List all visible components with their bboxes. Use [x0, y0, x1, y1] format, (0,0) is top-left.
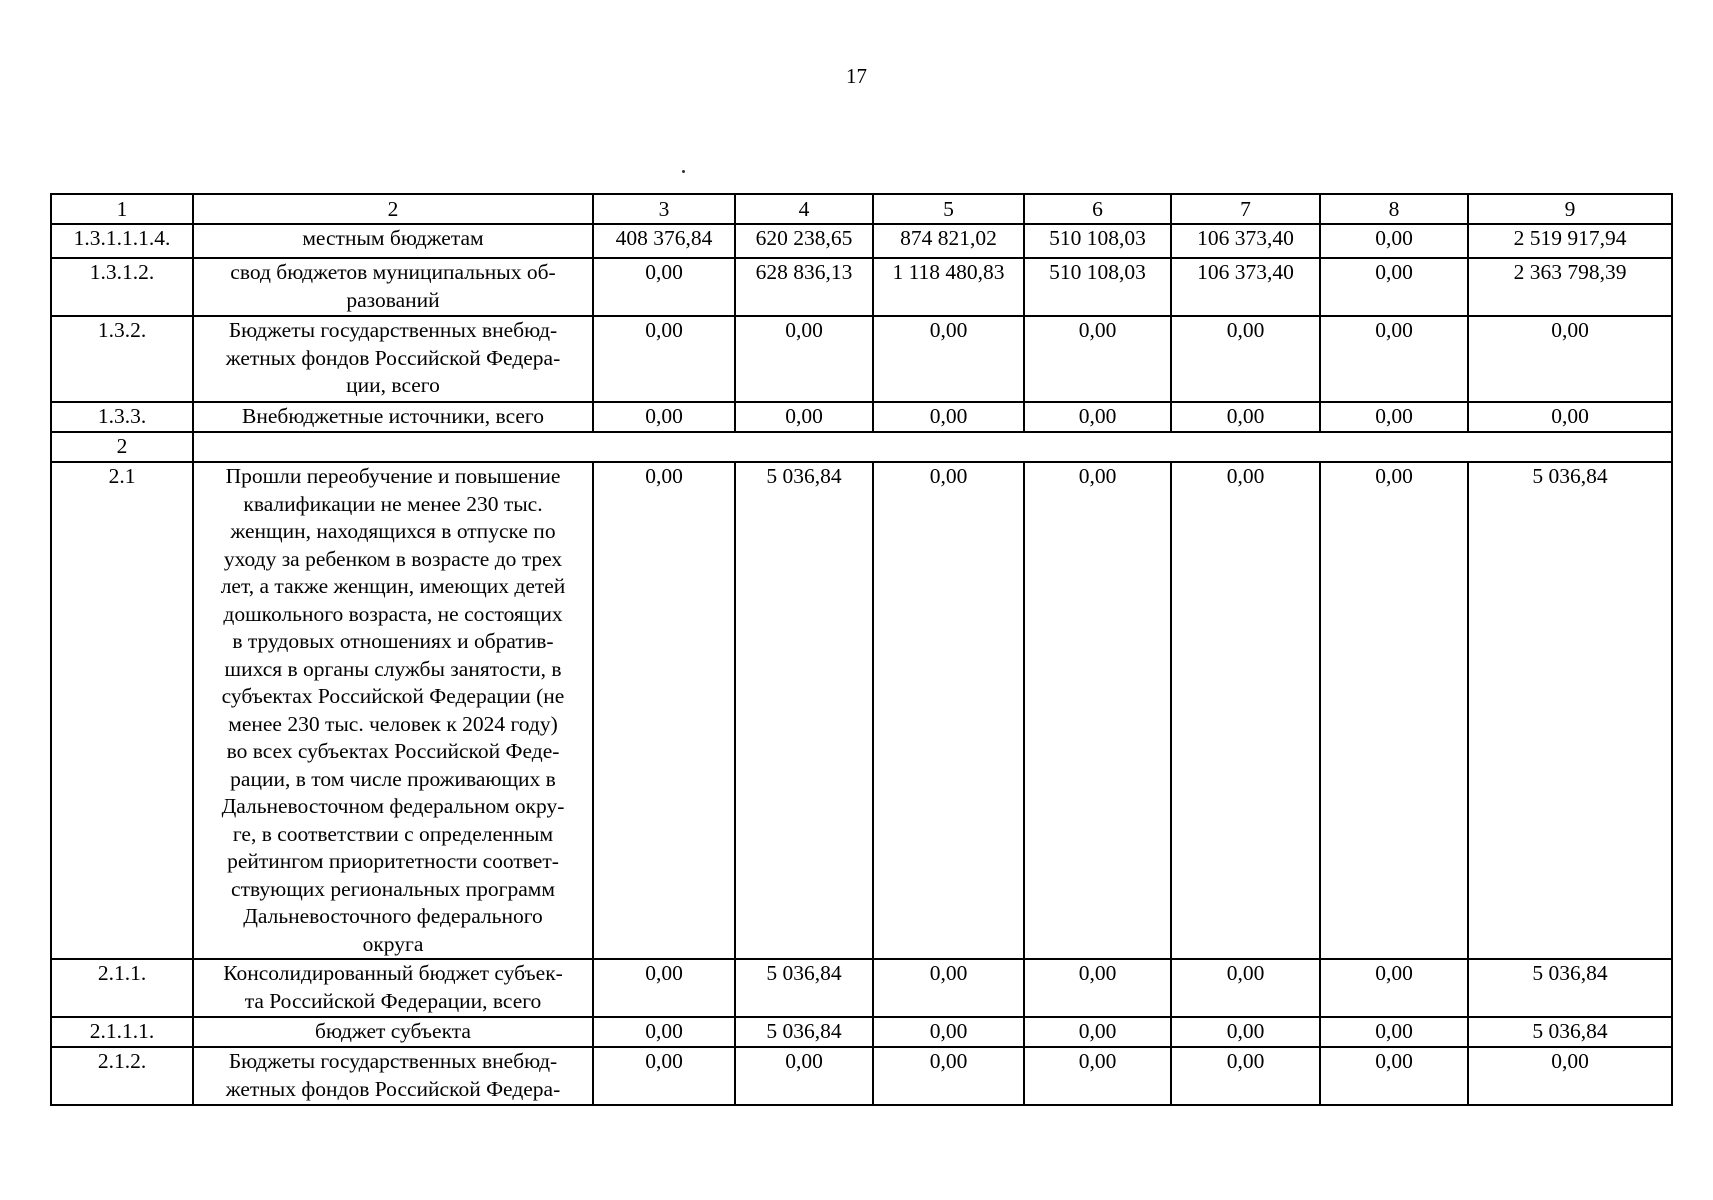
value-cell: 0,00: [1320, 258, 1468, 316]
value-cell: 0,00: [1171, 959, 1320, 1017]
value-cell: 0,00: [1468, 402, 1672, 432]
row-description: Бюджеты государственных внебюд- жетных фондов Российской Федера- ции, всего: [193, 316, 593, 402]
value-cell: 0,00: [1024, 316, 1171, 402]
table-row: [51, 316, 1672, 402]
row-code: 2.1: [51, 462, 193, 959]
value-cell: 0,00: [735, 402, 873, 432]
value-cell: 0,00: [873, 1047, 1024, 1105]
value-cell: 0,00: [1024, 402, 1171, 432]
value-cell: 0,00: [1024, 1047, 1171, 1105]
table-row: [51, 1017, 1672, 1047]
value-cell: 0,00: [1024, 462, 1171, 959]
value-cell: 5 036,84: [1468, 462, 1672, 959]
value-cell: 5 036,84: [1468, 959, 1672, 1017]
value-cell: 0,00: [1171, 402, 1320, 432]
row-description: бюджет субъекта: [193, 1017, 593, 1047]
value-cell: 0,00: [1320, 959, 1468, 1017]
value-cell: 0,00: [593, 462, 735, 959]
value-cell: 0,00: [873, 316, 1024, 402]
value-cell: 0,00: [1171, 316, 1320, 402]
row-description: свод бюджетов муниципальных об- разований: [193, 258, 593, 316]
column-header: 3: [593, 194, 735, 224]
value-cell: 5 036,84: [735, 959, 873, 1017]
row-code: 2.1.1.1.: [51, 1017, 193, 1047]
value-cell: 2 519 917,94: [1468, 224, 1672, 258]
value-cell: 0,00: [593, 402, 735, 432]
column-header: 7: [1171, 194, 1320, 224]
budget-table: [50, 193, 1673, 1106]
row-code: 2.1.2.: [51, 1047, 193, 1105]
value-cell: 0,00: [593, 1047, 735, 1105]
value-cell: 1 118 480,83: [873, 258, 1024, 316]
value-cell: 0,00: [1468, 316, 1672, 402]
value-cell: 408 376,84: [593, 224, 735, 258]
section-row: [51, 432, 1672, 462]
value-cell: 628 836,13: [735, 258, 873, 316]
table-row: [51, 1047, 1672, 1105]
row-code: 1.3.2.: [51, 316, 193, 402]
row-description: Прошли переобучение и повышение квалификации не менее 230 тыс. женщин, находящихся в отпуске по уходу за ребенком в возрасте до трех лет, а также женщин, имеющих детей дошкольного возраста, не состоящих в трудовых отношениях и обратив- шихся в органы службы занятости, в субъектах Российской Федерации (не менее 230 тыс. человек к 2024 году) во всех субъектах Российской Феде- рации, в том числе проживающих в Дальневосточном федеральном окру- ге, в соответствии с определенным рейтингом приоритетности соответ- ствующих региональных программ Дальневосточного федерального округа: [193, 462, 593, 959]
value-cell: 0,00: [873, 959, 1024, 1017]
row-description: Внебюджетные источники, всего: [193, 402, 593, 432]
value-cell: 510 108,03: [1024, 224, 1171, 258]
row-code: 1.3.1.2.: [51, 258, 193, 316]
value-cell: 106 373,40: [1171, 224, 1320, 258]
row-code: 2.1.1.: [51, 959, 193, 1017]
section-code: 2: [51, 432, 193, 462]
value-cell: 0,00: [1171, 462, 1320, 959]
value-cell: 0,00: [735, 316, 873, 402]
table-row: [51, 224, 1672, 258]
value-cell: 5 036,84: [1468, 1017, 1672, 1047]
table-row: [51, 402, 1672, 432]
value-cell: 5 036,84: [735, 462, 873, 959]
value-cell: 0,00: [1024, 959, 1171, 1017]
section-blank-cell: [193, 432, 1672, 462]
column-header: 6: [1024, 194, 1171, 224]
row-description: Консолидированный бюджет субъек- та Российской Федерации, всего: [193, 959, 593, 1017]
value-cell: 0,00: [1171, 1047, 1320, 1105]
column-header: 8: [1320, 194, 1468, 224]
table-row: [51, 959, 1672, 1017]
table-row: [51, 462, 1672, 959]
value-cell: 0,00: [1320, 316, 1468, 402]
column-header: 2: [193, 194, 593, 224]
column-header: 1: [51, 194, 193, 224]
value-cell: 0,00: [593, 1017, 735, 1047]
value-cell: 0,00: [873, 1017, 1024, 1047]
value-cell: 0,00: [1024, 1017, 1171, 1047]
value-cell: 106 373,40: [1171, 258, 1320, 316]
row-description: Бюджеты государственных внебюд- жетных фондов Российской Федера-: [193, 1047, 593, 1105]
table-header-row: [51, 194, 1672, 224]
value-cell: 0,00: [593, 258, 735, 316]
page-number: 17: [846, 64, 867, 88]
value-cell: 5 036,84: [735, 1017, 873, 1047]
value-cell: 0,00: [1320, 224, 1468, 258]
value-cell: 0,00: [873, 402, 1024, 432]
row-code: 1.3.3.: [51, 402, 193, 432]
column-header: 4: [735, 194, 873, 224]
value-cell: 0,00: [1320, 1017, 1468, 1047]
value-cell: 0,00: [1320, 462, 1468, 959]
value-cell: 0,00: [1320, 402, 1468, 432]
value-cell: 0,00: [1171, 1017, 1320, 1047]
value-cell: 0,00: [1320, 1047, 1468, 1105]
column-header: 9: [1468, 194, 1672, 224]
value-cell: 0,00: [593, 959, 735, 1017]
column-header: 5: [873, 194, 1024, 224]
value-cell: 510 108,03: [1024, 258, 1171, 316]
row-description: местным бюджетам: [193, 224, 593, 258]
value-cell: 2 363 798,39: [1468, 258, 1672, 316]
value-cell: 0,00: [735, 1047, 873, 1105]
value-cell: 874 821,02: [873, 224, 1024, 258]
table-row: [51, 258, 1672, 316]
value-cell: 620 238,65: [735, 224, 873, 258]
value-cell: 0,00: [593, 316, 735, 402]
scan-artifact: [682, 170, 685, 173]
row-code: 1.3.1.1.1.4.: [51, 224, 193, 258]
value-cell: 0,00: [1468, 1047, 1672, 1105]
value-cell: 0,00: [873, 462, 1024, 959]
